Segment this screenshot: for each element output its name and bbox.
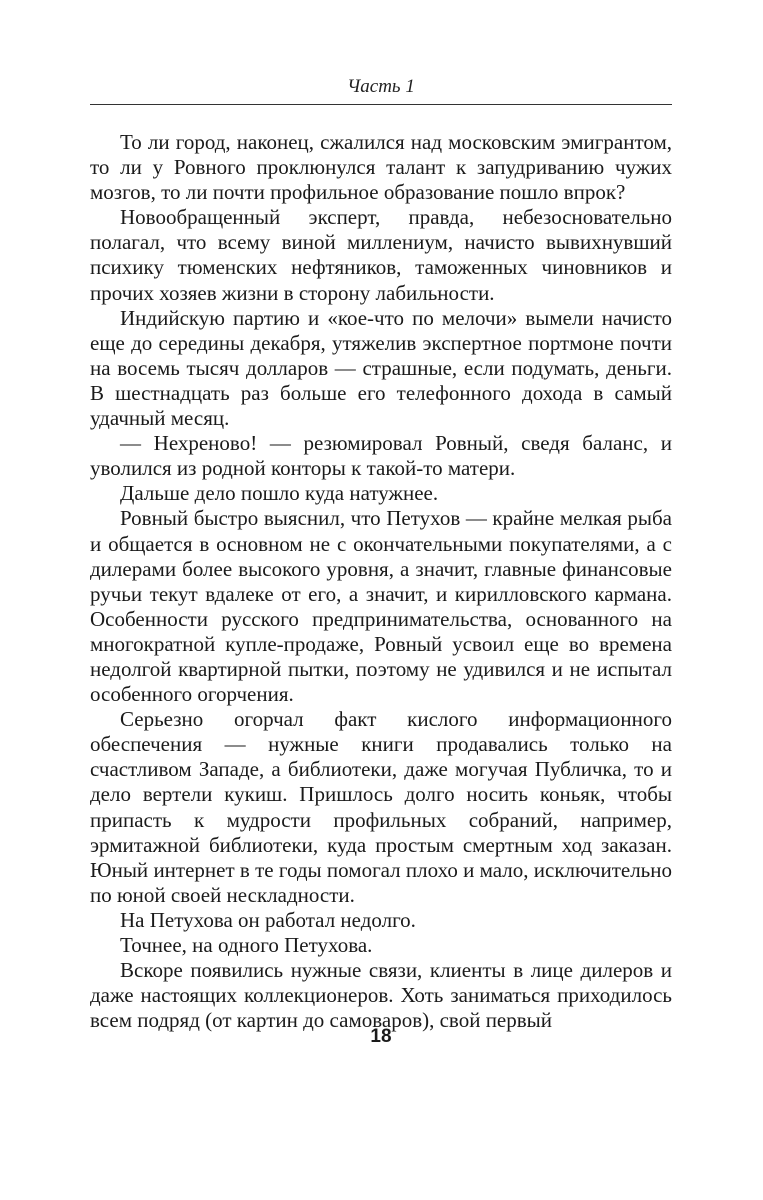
running-head: Часть 1 [347, 76, 415, 97]
paragraph: Новообращенный эксперт, правда, небезосновательно полагал, что всему виной миллениум, начисто вывихнувший психику тюменских нефтяников, таможенных чиновников и прочих хозяев жизни в сторону лабильности. [90, 205, 672, 305]
paragraph: Серьезно огорчал факт кислого информационного обеспечения — нужные книги продавались только на счастливом Западе, а библиотеки, даже могучая Публичка, то и дело вертели кукиш. Пришлось долго носить коньяк, чтобы припасть к мудрости профильных собраний, например, эрмитажной библиотеки, куда простым смертным ход заказан. Юный интернет в те годы помогал плохо и мало, исключительно по юной своей нескладности. [90, 707, 672, 907]
paragraph: На Петухова он работал недолго. [120, 907, 416, 932]
paragraph: Вскоре появились нужные связи, клиенты в лице дилеров и даже настоящих коллекционеров. Хоть заниматься приходилось всем подряд (от картин до самоваров), свой первый [90, 958, 672, 1033]
paragraph: Ровный быстро выяснил, что Петухов — крайне мелкая рыба и общается в основном не с окончательными покупателями, а с дилерами более высокого уровня, а значит, главные финансовые ручьи текут вдалеке от его, а значит, и кирилловского кармана. Особенности русского предпринимательства, основанного на многократной купле-продаже, Ровный усвоил еще во времена недолгой квартирной пытки, поэтому не удивился и не испытал особенного огорчения. [90, 506, 672, 707]
paragraph: Точнее, на одного Петухова. [120, 933, 373, 957]
paragraph: Индийскую партию и «кое-что по мелочи» вымели начисто еще до середины декабря, утяжелив экспертное портмоне почти на восемь тысяч долларов — страшные, если подумать, деньги. В шестнадцать раз больше его телефонного дохода в самый удачный месяц. [90, 305, 672, 431]
header-rule [90, 104, 672, 105]
paragraph: Дальше дело пошло куда натужнее. [120, 481, 439, 506]
body-text [90, 130, 672, 1033]
page-number: 18 [370, 1026, 392, 1047]
paragraph: То ли город, наконец, сжалился над московским эмигрантом, то ли у Ровного проклюнулся талант к запудриванию чужих мозгов, то ли почти профильное образование пошло впрок? [90, 130, 672, 205]
paragraph: — Нехреново! — резюмировал Ровный, сведя баланс, и уволился из родной конторы к такой-то матери. [90, 431, 672, 481]
